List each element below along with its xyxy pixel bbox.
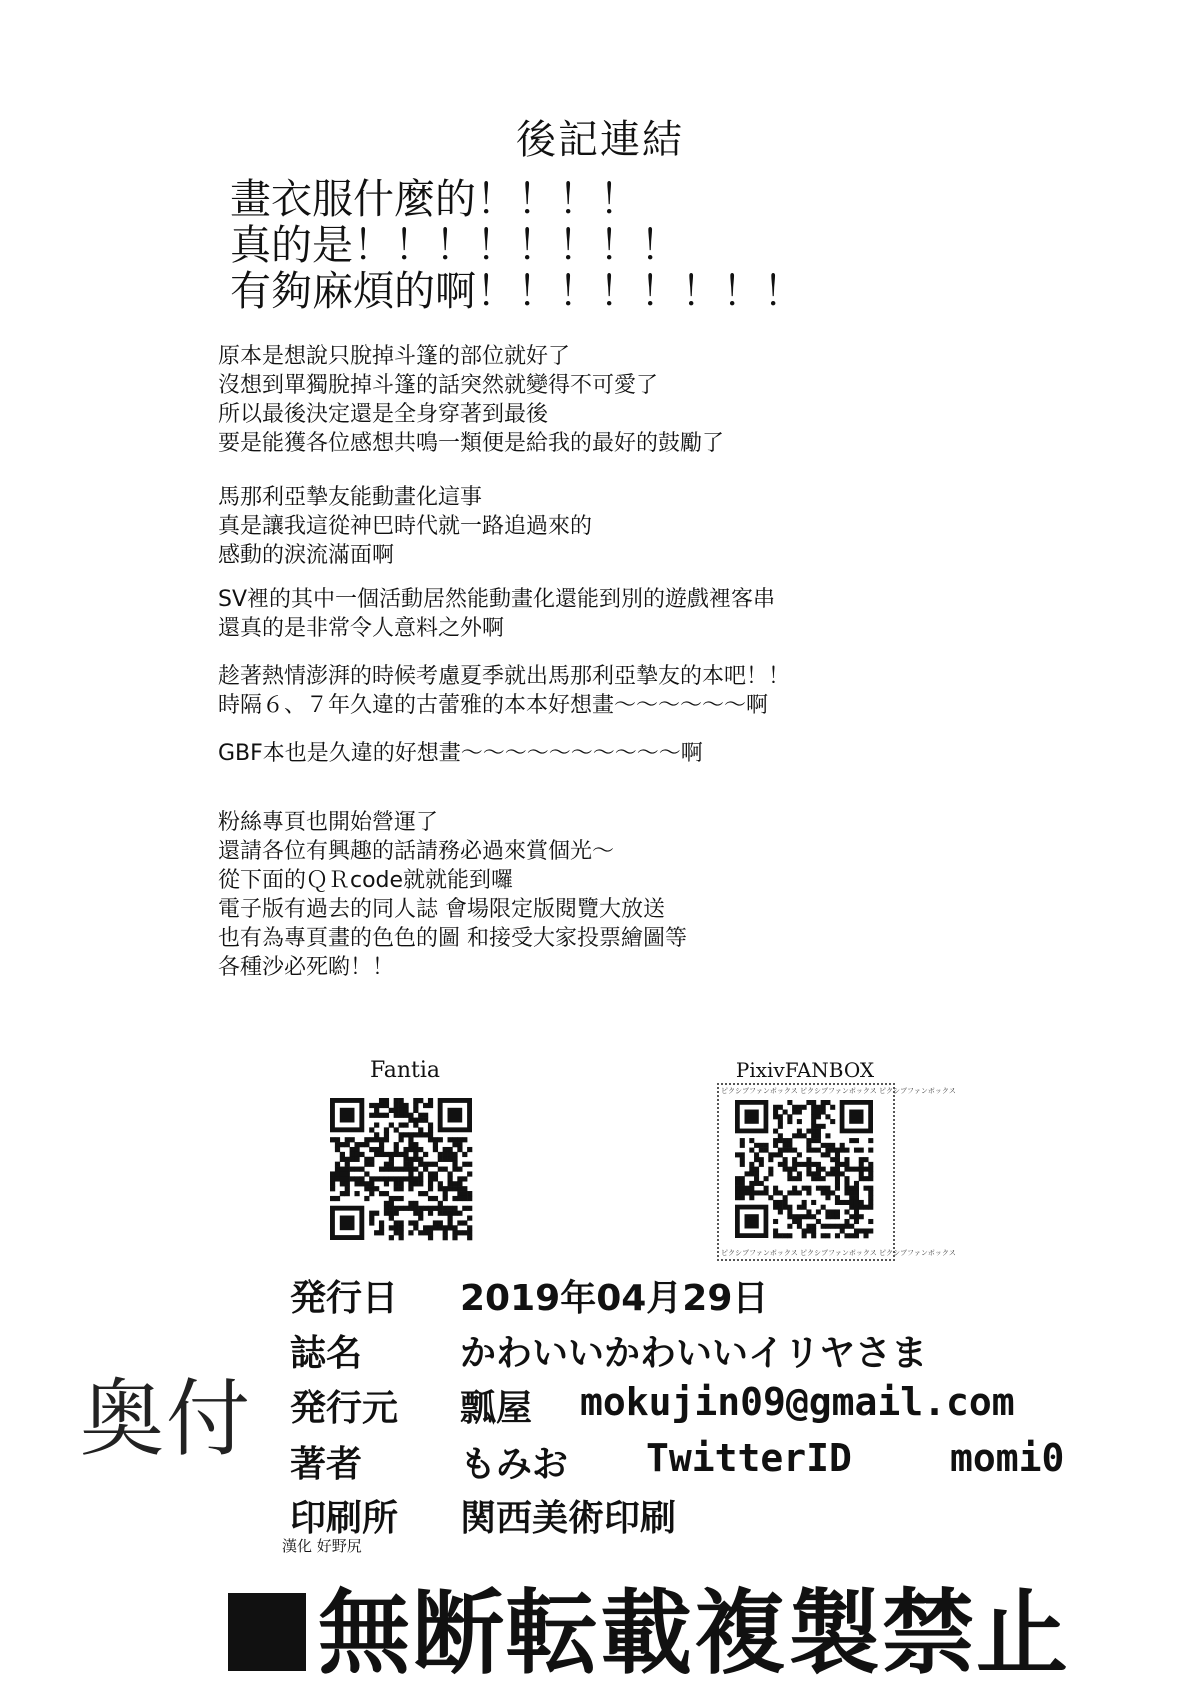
author-label: 著者: [290, 1444, 363, 1485]
paragraph-line: 馬那利亞摯友能動畫化這事: [218, 485, 483, 510]
printer-label: 印刷所: [290, 1498, 399, 1539]
paragraph-line: 粉絲專頁也開始營運了: [218, 810, 439, 835]
shout-line-1: 畫衣服什麼的！！！！: [230, 175, 640, 223]
paragraph-line: 原本是想說只脫掉斗篷的部位就好了: [218, 344, 571, 369]
fanbox-qr-code[interactable]: [735, 1100, 873, 1238]
publisher-label: 発行元: [290, 1388, 399, 1429]
frame-caption: ピクシブファンボックス ピクシブファンボックス ピクシブファンボックス: [721, 1087, 956, 1095]
shout-line-3: 有夠麻煩的啊！！！！！！！！: [230, 267, 804, 315]
paragraph-line: 從下面的ＱＲcode就就能到囉: [218, 868, 514, 893]
date-value: 2019年04月29日: [460, 1278, 769, 1319]
page-title: 後記連結: [516, 117, 684, 163]
twitter-id[interactable]: momi0: [950, 1436, 1065, 1480]
frame-caption: ピクシブファンボックス ピクシブファンボックス ピクシブファンボックス: [721, 1249, 956, 1257]
paragraph-line: 感動的淚流滿面啊: [218, 543, 395, 568]
twitter-label: TwitterID: [646, 1436, 852, 1480]
publisher-value: 瓢屋: [460, 1388, 533, 1429]
paragraph-line: 要是能獲各位感想共鳴一類便是給我的最好的鼓勵了: [218, 431, 725, 456]
no-reproduction-text: 無断転載複製禁止: [318, 1580, 1071, 1687]
fantia-label: Fantia: [369, 1058, 441, 1083]
paragraph-line: 沒想到單獨脫掉斗篷的話突然就變得不可愛了: [218, 373, 659, 398]
fanbox-label: PixivFANBOX: [735, 1058, 875, 1082]
paragraph-line: SV裡的其中一個活動居然能動畫化還能到別的遊戲裡客串: [218, 587, 776, 612]
author-value: もみお: [460, 1444, 569, 1485]
printer-value: 関西美術印刷: [460, 1498, 677, 1539]
title-label: 誌名: [290, 1333, 363, 1374]
okuzuke-heading: 奥付: [80, 1370, 253, 1468]
translator-credit: 漢化 好野尻: [282, 1537, 362, 1555]
paragraph-line: 電子版有過去的同人誌 會場限定版閱覽大放送: [218, 897, 665, 922]
paragraph-line: 時隔６、７年久違的古蕾雅的本本好想畫～～～～～～啊: [218, 693, 769, 718]
publisher-email[interactable]: mokujin09@gmail.com: [580, 1380, 1015, 1424]
paragraph-line: 各種沙必死喲！！: [218, 955, 395, 980]
paragraph-line: 趁著熱情澎湃的時候考慮夏季就出馬那利亞摯友的本吧！！: [218, 664, 791, 689]
paragraph-line: GBF本也是久違的好想畫～～～～～～～～～～啊: [218, 741, 703, 766]
paragraph-line: 也有為專頁畫的色色的圖 和接受大家投票繪圖等: [218, 926, 687, 951]
paragraph-line: 真是讓我這從神巴時代就一路追過來的: [218, 514, 593, 539]
title-value: かわいいかわいいイリヤさま: [460, 1333, 928, 1374]
paragraph-line: 所以最後決定還是全身穿著到最後: [218, 402, 549, 427]
no-reproduction-notice: [228, 1560, 1070, 1692]
date-label: 発行日: [290, 1278, 399, 1319]
black-square-icon: [228, 1593, 306, 1671]
paragraph-line: 還請各位有興趣的話請務必過來賞個光～: [218, 839, 615, 864]
shout-line-2: 真的是！！！！！！！！: [230, 221, 681, 269]
paragraph-line: 還真的是非常令人意料之外啊: [218, 616, 505, 641]
fantia-qr-code[interactable]: [330, 1098, 472, 1240]
